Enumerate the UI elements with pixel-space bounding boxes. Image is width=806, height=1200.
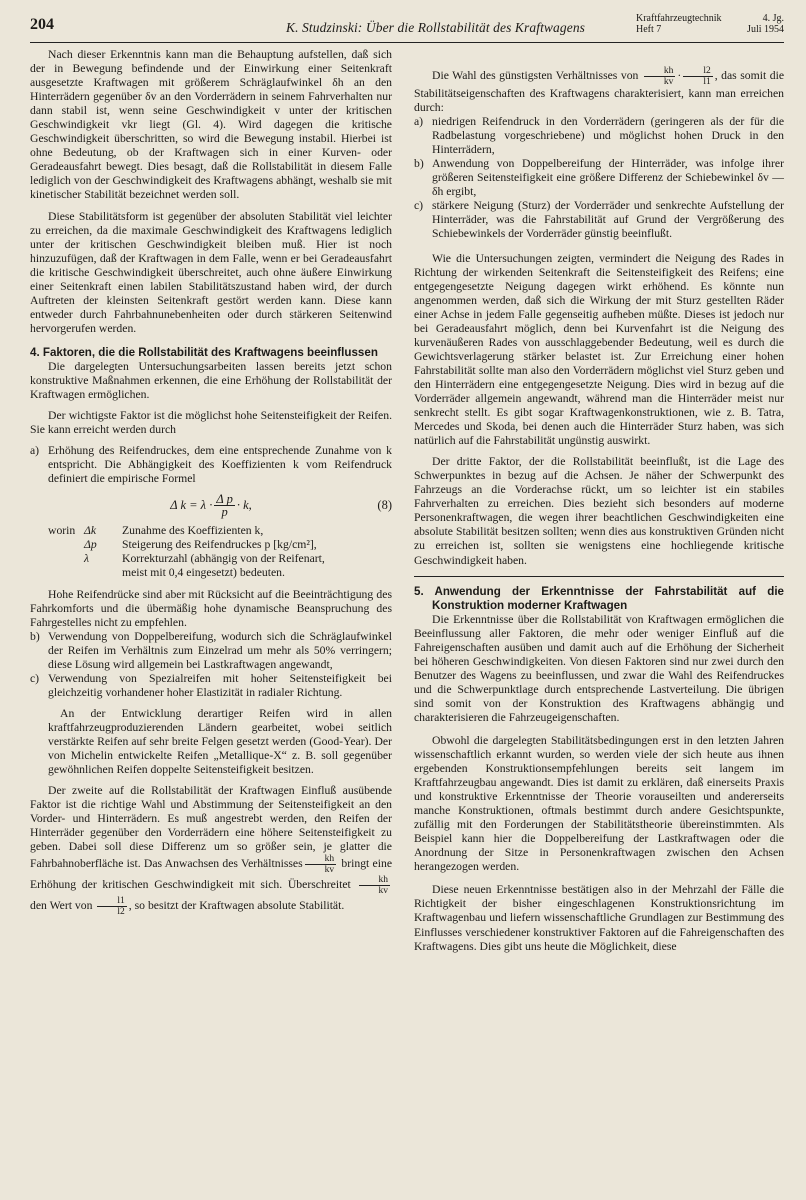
paragraph: Diese Stabilitätsform ist gegenüber der absoluten Stabilität viel leichter zu erreichen, da die maximale Geschwindigkeit des Kraftwagens lediglich unter der kritischen Geschwindigkeit bleiben muß. Hier ist noch hinzuzufügen, daß der Kraftwagen in dem Falle, wenn er bei Geradeausfahrt die kritische Geschwindigkeit überschreitet, auch ohne äußere Einwirkung einer Seitenkraft einen labilen Stabilitätszustand haben wird, der durch Auftreten der kleinsten Seitenkraft gestört werden kann. Diese kann entweder durch Fahrbahnunebenheiten oder durch stärkeren Seitenwind hervorgerufen werden. <box>30 209 392 335</box>
paragraph-text: bringt eine Erhöhung der kritischen Geschwindigkeit mit sich. Überschreitet <box>30 857 393 892</box>
symbol-definition-cont: meist mit 0,4 eingesetzt) bedeuten. <box>122 566 285 580</box>
section-heading-5: 5. Anwendung der Erkenntnisse der Fahrstabilität auf die Konstruktion moderner Kraftwagen <box>414 584 784 612</box>
fraction-numerator: kh <box>359 875 391 886</box>
right-column <box>414 48 784 954</box>
list-label: b) <box>30 629 40 643</box>
paragraph-text: , so besitzt der Kraftwagen absolute Stabilität. <box>128 899 345 913</box>
formula-lhs: Δ k = λ · <box>170 498 213 513</box>
fraction-numerator: kh <box>305 854 337 865</box>
list-label: a) <box>30 444 40 458</box>
paragraph-text: den Wert von <box>30 899 93 913</box>
paragraph: Die Wahl des günstigsten Verhältnisses von $\frac{kh}{kv}$ · $\frac{l2}{l1}$ , das somit die Stabilitätseigenschaften des Kraftwagens charakterisiert, kann man erreichen durch: <box>414 66 785 115</box>
left-column <box>30 48 392 917</box>
section-heading-4: 4. Faktoren, die die Rollstabilität des Kraftwagens beeinflussen <box>30 345 378 359</box>
symbol: λ <box>84 552 90 566</box>
ratio-kh-kv <box>305 854 337 875</box>
list-text: Verwendung von Spezialreifen mit hoher Seitensteifigkeit bei gleichzeitig vorhandener hoher Elastizität in radialer Richtung. <box>48 671 392 699</box>
symbol-definition: Steigerung des Reifendruckes p [kg/cm²], <box>122 538 317 552</box>
list-text: niedrigen Reifendruck in den Vorderrädern (geringeren als der für die Radbelastung vorgeschriebene) und möglichst hohen Druck in den Hinterrädern, <box>432 115 784 157</box>
list-item-a <box>414 115 784 157</box>
list-item-b <box>414 157 784 199</box>
fraction-numerator: l1 <box>97 896 126 907</box>
paragraph: Die Erkenntnisse über die Rollstabilität von Kraftwagen ermöglichen die Beeinflussung aller Faktoren, die mehr oder weniger Einfluß auf die Fahreigenschaften ausüben und damit auch auf die Erhöhung der Sicherheit bei höheren Geschwindigkeiten. Von diesen Faktoren sind nur zwei durch den Benutzer des Wagens zu beeinflussen, und zwar die Wahl des Reifendruckes und die Schwerpunktlage durch entsprechende Lastverteilung. Die übrigen sind somit von der Konstruktion des Kraftwagens abhängig und charakterisieren die Fahrzeugeigenschaften. <box>414 612 784 724</box>
journal-info <box>636 13 784 35</box>
fraction-numerator: l2 <box>683 66 712 77</box>
list-item-b <box>30 630 392 672</box>
ratio-l1-l2 <box>97 896 126 917</box>
paragraph: Der wichtigste Faktor ist die möglichst hohe Seitensteifigkeit der Reifen. Sie kann erreicht werden durch <box>30 409 392 437</box>
fraction-numerator: kh <box>644 66 676 77</box>
list-label: a) <box>414 115 424 129</box>
paragraph: An der Entwicklung derartiger Reifen wird in allen kraftfahrzeugproduzierenden Ländern gearbeitet, wobei seitlich verstärkte Reifen auf sehr breite Felgen gesetzt werden (Good-Year). Der von Michelin entwickelte Reifen „Metallique-X“ z. B. soll gegenüber gewöhnlichen Reifen doppelte Seitensteifigkeit besitzen. <box>48 706 392 777</box>
paragraph: Nach dieser Erkenntnis kann man die Behauptung aufstellen, daß sich der in Bewegung befindende und der Einwirkung einer Seitenkraft ausgesetzte Kraftwagen mit größerem Schräglaufwinkel δh an den Hinterrädern gegenüber δv an den Vorderrädern in seinem Fahrverhalten nur dann stabil ist, wenn seine Geschwindigkeit v unter der kritischen Geschwindigkeit vkr liegt (Gl. 4). Wird dagegen die kritische Geschwindigkeit überschritten, so wird die Bewegung instabil. Hierbei ist ohne Bedeutung, ob der Kraftwagen sich in einer Kurven- oder Geradeausfahrt bewegt. Dies besagt, daß die Rollstabilität in diesem Falle lediglich von der Geschwindigkeit des Kraftwagens abhängt, weshalb sie mit kinetischer Stabilität bezeichnet werden soll. <box>30 48 392 202</box>
symbol: Δk <box>84 524 97 538</box>
list-text: Erhöhung des Reifendruckes, dem eine entsprechende Zunahme von k entspricht. Die Abhängigkeit des Koeffizienten k vom Reifendruck definiert die empirische Formel <box>48 444 392 486</box>
journal-name: Kraftfahrzeugtechnik <box>636 13 722 24</box>
paragraph: Hohe Reifendrücke sind aber mit Rücksicht auf die Beeinträchtigung des Fahrkomforts und die übermäßig hohe dynamische Beanspruchung des Fahrgestelles nicht zu empfehlen. <box>30 587 392 629</box>
fraction-denominator: l1 <box>703 77 711 87</box>
fraction-denominator: kv <box>324 865 335 876</box>
paragraph: Obwohl die dargelegten Stabilitätsbedingungen erst in den letzten Jahren wissenschaftlich erkannt wurden, so werden viele der sich heute aus ihnen ergebenden Konstruktionsempfehlungen bereits seit langem im Kraftfahrzeugbau angewandt. Dies ist damit zu erklären, daß einerseits Praxis und konstruktive Erkenntnisse der Theorie vorauseilten und andererseits manche Konstruktionen, oftmals bestimmt durch andere Gesichtspunkte, zufällig mit den Forderungen der Stabilitätstheorie übereinstimmten. Als Beispiel kann hier die Doppelbereifung der Lastkraftwagen oder die Anordnung der Sitze in Personenkraftwagen zwischen den Achsen herangezogen werden. <box>414 733 784 874</box>
ratio-l2-l1 <box>683 66 712 87</box>
formula-rhs: · k, <box>236 498 252 513</box>
fraction-denominator: kv <box>663 77 674 87</box>
ratio-kh-kv <box>644 66 676 87</box>
paragraph <box>30 784 392 917</box>
journal-issue: Heft 7 <box>636 24 662 35</box>
list-text: stärkere Neigung (Sturz) der Vorderräder und senkrechte Aufstellung der Hinterräder, was die Fahrstabilität auf Grund der Vergrößerung des Schiebewinkels der Vorderräder günstig beeinflußt. <box>432 199 784 241</box>
running-title: K. Studzinski: Über die Rollstabilität des Kraftwagens <box>286 20 586 35</box>
paragraph: Diese neuen Erkenntnisse bestätigen also in der Mehrzahl der Fälle die Richtigkeit der bisher eingeschlagenen Konstruktionsrichtung im Kraftwagenbau und liefern wissenschaftliche Grundlagen zur Bestimmung des Einflusses verschiedener konstruktiver Faktoren auf die Fahreigenschaften des Kraftwagens. Dies gibt uns heute die Möglichkeit, diese <box>414 883 784 953</box>
journal-date: Juli 1954 <box>747 24 784 35</box>
fraction-denominator: p <box>221 504 228 519</box>
list-item-c <box>414 199 784 241</box>
list-label: b) <box>414 157 424 171</box>
list-item-c <box>30 672 392 700</box>
equation-number: (8) <box>377 498 392 513</box>
list-text: Verwendung von Doppelbereifung, wodurch sich die Schräglaufwinkel der Reifen im Verhältnis zum Einzelrad um mehr als 50% verringern; diese Lösung wird allgemein bei Lastkraftwagen angewandt, <box>48 629 392 671</box>
symbol-definition: Korrekturzahl (abhängig von der Reifenart, <box>122 552 325 566</box>
fraction-denominator: l2 <box>117 907 125 918</box>
symbol-definitions <box>30 524 392 580</box>
paragraph: Die dargelegten Untersuchungsarbeiten lassen bereits jetzt schon konstruktive Maßnahmen erkennen, die eine Erhöhung der Rollstabilität der Kraftwagen ermöglichen. <box>30 359 392 402</box>
list-label: c) <box>30 671 40 685</box>
paragraph: Der dritte Faktor, der die Rollstabilität beeinflußt, ist die Lage des Schwerpunktes in bezug auf die Achsen. Je näher der Schwerpunkt des Fahrzeugs an die Vorderachse rückt, um so leichter ist ein stabiles Fahrverhalten zu erreichen. Dies bezieht sich besonders auf moderne Personenkraftwagen, die wegen ihrer beachtlichen Geschwindigkeiten eine absolute Stabilität besitzen sollten; wenn dies aus konstruktiven Gründen nicht zu erreichen ist, sollten sie wenigstens eine hochliegende kritische Geschwindigkeit haben. <box>414 455 784 567</box>
journal-volume: 4. Jg. <box>762 13 784 24</box>
where-lead: worin <box>48 524 76 538</box>
list-text: Anwendung von Doppelbereifung der Hinterräder, was infolge ihrer größeren Seitensteifigkeit eine größere Differenz der Schiebewinkel δv — δh ergibt, <box>432 157 784 199</box>
symbol: Δp <box>84 538 97 552</box>
ratio-kh-kv <box>359 875 391 896</box>
paragraph-text: , das somit die Stabilitätseigenschaften des Kraftwagens charakterisiert, kann man erreichen durch: <box>414 69 785 115</box>
fraction-denominator: kv <box>378 886 388 897</box>
paragraph-text: Die Wahl des günstigsten Verhältnisses von <box>432 69 639 83</box>
running-header <box>30 10 784 43</box>
page-number: 204 <box>30 16 54 33</box>
paragraph: Wie die Untersuchungen zeigten, vermindert die Neigung des Rades in Richtung der wirkenden Seitenkraft die Seitensteifigkeit des Reifens; eine entgegengesetzte Neigung dagegen wirkt erhöhend. Es könnte nun angenommen werden, daß sich die Wirkung der mit Sturz gestellten Räder einer Achse in jedem Falle gegenseitig aufheben müßte. Dieses ist jedoch nur bei Geradeausfahrt möglich, denn bei Kurvenfahrt ist die Neigung des kurvenäußeren Rades von ausschlaggebender Bedeutung, weil es durch die Gewichtsverlagerung stärker belastet ist. Zur Erreichung einer hohen Fahrstabilität sollte man also den Vorderrädern möglichst viel Sturz geben und den Hinterrädern eine entgegengesetzte Neigung. Dies wird in bezug auf die Vorderräder allgemein angewandt, während man die Hinterräder meist nur senkrecht stellt. Es gibt sogar Kraftwagenkonstruktionen, wie z. B. Tatra, Mercedes und Skoda, bei denen auch die Hinterräder Sturz haben, was sich natürlich auf die Fahrstabilität ungünstig auswirkt. <box>414 251 784 448</box>
fraction-numerator: Δ p <box>216 491 233 506</box>
symbol-definition: Zunahme des Koeffizienten k, <box>122 524 264 538</box>
list-item-a <box>30 444 392 486</box>
formula-fraction <box>214 493 235 518</box>
equation-8 <box>30 486 392 524</box>
list-label: c) <box>414 199 424 213</box>
section-divider <box>414 576 784 577</box>
paragraph-text: Der zweite auf die Rollstabilität der Kraftwagen Einfluß ausübende Faktor ist die richtige Wahl und Abstimmung der Seitensteifigkeit an den Vorder- und Hinterrädern. Es muß angestrebt werden, den Reifen der Hinterräder gegenüber den Vorderrädern eine höhere Seitensteifigkeit zu geben. Dabei soll diese Differenz um so größer sein, je glatter die Fahrbahnoberfläche ist. Das Anwachsen des Verhältnisses <box>30 784 392 871</box>
